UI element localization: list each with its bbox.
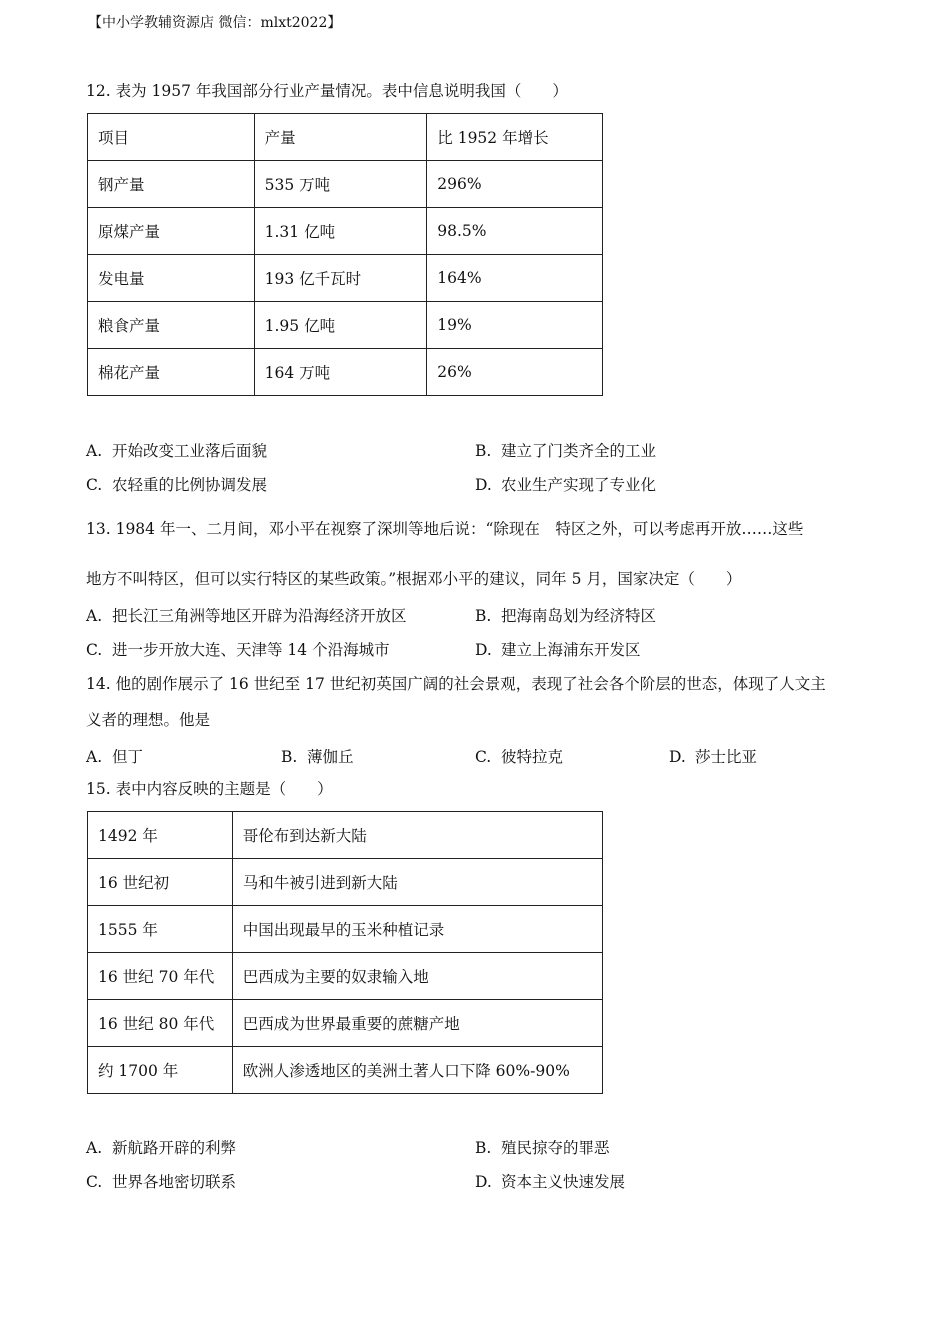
option-letter: A. — [86, 1139, 103, 1157]
option-text: 进一步开放大连、天津等 14 个沿海城市 — [112, 641, 390, 659]
table-row — [88, 812, 603, 859]
option-text: 开始改变工业落后面貌 — [112, 442, 268, 460]
table-row — [88, 161, 603, 208]
option-letter: D. — [475, 641, 492, 659]
option-text: 但丁 — [112, 748, 144, 766]
table-cell: 巴西成为世界最重要的蔗糖产地 — [232, 1000, 602, 1047]
table-row — [88, 906, 603, 953]
q14-stem-line2: 义者的理想。他是 — [86, 711, 211, 729]
q12-table — [87, 113, 603, 396]
q13-option-a[interactable] — [86, 604, 407, 626]
table-header-cell: 产量 — [254, 114, 427, 161]
table-cell: 1.31 亿吨 — [254, 208, 427, 255]
q13-option-c[interactable] — [86, 638, 390, 660]
table-cell: 164 万吨 — [254, 349, 427, 396]
table-cell: 1492 年 — [88, 812, 233, 859]
option-letter: B. — [475, 1139, 492, 1157]
table-cell: 16 世纪 70 年代 — [88, 953, 233, 1000]
table-cell: 约 1700 年 — [88, 1047, 233, 1094]
q14-stem-line1: 14. 他的剧作展示了 16 世纪至 17 世纪初英国广阔的社会景观，表现了社会各个阶层的世态，体现了人文主 — [86, 675, 826, 693]
option-letter: B. — [475, 607, 492, 625]
table-cell: 欧洲人渗透地区的美洲土著人口下降 60%-90% — [232, 1047, 602, 1094]
table-row — [88, 302, 603, 349]
option-letter: C. — [475, 748, 492, 766]
option-text: 资本主义快速发展 — [501, 1173, 626, 1191]
option-text: 薄伽丘 — [307, 748, 354, 766]
table-cell: 193 亿千瓦时 — [254, 255, 427, 302]
table-cell: 16 世纪 80 年代 — [88, 1000, 233, 1047]
table-cell: 1.95 亿吨 — [254, 302, 427, 349]
q12-stem: 12. 表为 1957 年我国部分行业产量情况。表中信息说明我国（ ） — [86, 82, 568, 100]
table-cell: 原煤产量 — [88, 208, 255, 255]
table-row — [88, 349, 603, 396]
table-cell: 1555 年 — [88, 906, 233, 953]
q14-option-c[interactable] — [475, 745, 563, 767]
q15-option-b[interactable] — [475, 1136, 610, 1158]
q14-option-a[interactable] — [86, 745, 143, 767]
option-text: 殖民掠夺的罪恶 — [501, 1139, 610, 1157]
option-text: 彼特拉克 — [501, 748, 564, 766]
option-letter: A. — [86, 748, 103, 766]
q14-option-d[interactable] — [669, 745, 757, 767]
table-cell: 中国出现最早的玉米种植记录 — [232, 906, 602, 953]
option-letter: A. — [86, 442, 103, 460]
option-letter: D. — [475, 1173, 492, 1191]
option-letter: D. — [669, 748, 686, 766]
option-text: 莎士比亚 — [695, 748, 758, 766]
q15-stem: 15. 表中内容反映的主题是（ ） — [86, 780, 333, 798]
table-cell: 16 世纪初 — [88, 859, 233, 906]
q12-option-c[interactable] — [86, 473, 267, 495]
table-header-row — [88, 114, 603, 161]
table-cell: 马和牛被引进到新大陆 — [232, 859, 602, 906]
table-row — [88, 1000, 603, 1047]
table-header-cell: 比 1952 年增长 — [427, 114, 603, 161]
table-cell: 296% — [427, 161, 603, 208]
q15-option-c[interactable] — [86, 1170, 236, 1192]
q13-stem-line2: 地方不叫特区，但可以实行特区的某些政策。”根据邓小平的建议，同年 5 月，国家决定（ ） — [86, 570, 742, 588]
table-cell: 535 万吨 — [254, 161, 427, 208]
q13-stem-line1: 13. 1984 年一、二月间，邓小平在视察了深圳等地后说：“除现在 特区之外，可以考虑再开放……这些 — [86, 520, 804, 538]
option-text: 建立上海浦东开发区 — [501, 641, 641, 659]
q13-option-d[interactable] — [475, 638, 641, 660]
q15-option-a[interactable] — [86, 1136, 236, 1158]
table-row — [88, 208, 603, 255]
option-text: 建立了门类齐全的工业 — [501, 442, 657, 460]
option-letter: B. — [475, 442, 492, 460]
table-row — [88, 859, 603, 906]
option-text: 世界各地密切联系 — [112, 1173, 237, 1191]
option-text: 把海南岛划为经济特区 — [501, 607, 657, 625]
table-cell: 发电量 — [88, 255, 255, 302]
option-text: 把长江三角洲等地区开辟为沿海经济开放区 — [112, 607, 407, 625]
option-text: 新航路开辟的利弊 — [112, 1139, 237, 1157]
q13-option-b[interactable] — [475, 604, 656, 626]
page-header: 【中小学教辅资源店 微信：mlxt2022】 — [88, 15, 342, 31]
option-letter: C. — [86, 476, 103, 494]
option-text: 农业生产实现了专业化 — [501, 476, 657, 494]
table-cell: 19% — [427, 302, 603, 349]
table-cell: 哥伦布到达新大陆 — [232, 812, 602, 859]
table-cell: 164% — [427, 255, 603, 302]
option-letter: C. — [86, 641, 103, 659]
table-header-cell: 项目 — [88, 114, 255, 161]
option-letter: D. — [475, 476, 492, 494]
table-cell: 98.5% — [427, 208, 603, 255]
q14-option-b[interactable] — [281, 745, 354, 767]
option-letter: B. — [281, 748, 298, 766]
table-row — [88, 255, 603, 302]
option-letter: C. — [86, 1173, 103, 1191]
table-row — [88, 953, 603, 1000]
table-cell: 粮食产量 — [88, 302, 255, 349]
table-cell: 钢产量 — [88, 161, 255, 208]
table-row — [88, 1047, 603, 1094]
option-text: 农轻重的比例协调发展 — [112, 476, 268, 494]
table-cell: 巴西成为主要的奴隶输入地 — [232, 953, 602, 1000]
q15-option-d[interactable] — [475, 1170, 625, 1192]
q15-table — [87, 811, 603, 1094]
option-letter: A. — [86, 607, 103, 625]
table-cell: 棉花产量 — [88, 349, 255, 396]
q12-option-b[interactable] — [475, 439, 656, 461]
q12-option-a[interactable] — [86, 439, 267, 461]
table-cell: 26% — [427, 349, 603, 396]
q12-option-d[interactable] — [475, 473, 656, 495]
